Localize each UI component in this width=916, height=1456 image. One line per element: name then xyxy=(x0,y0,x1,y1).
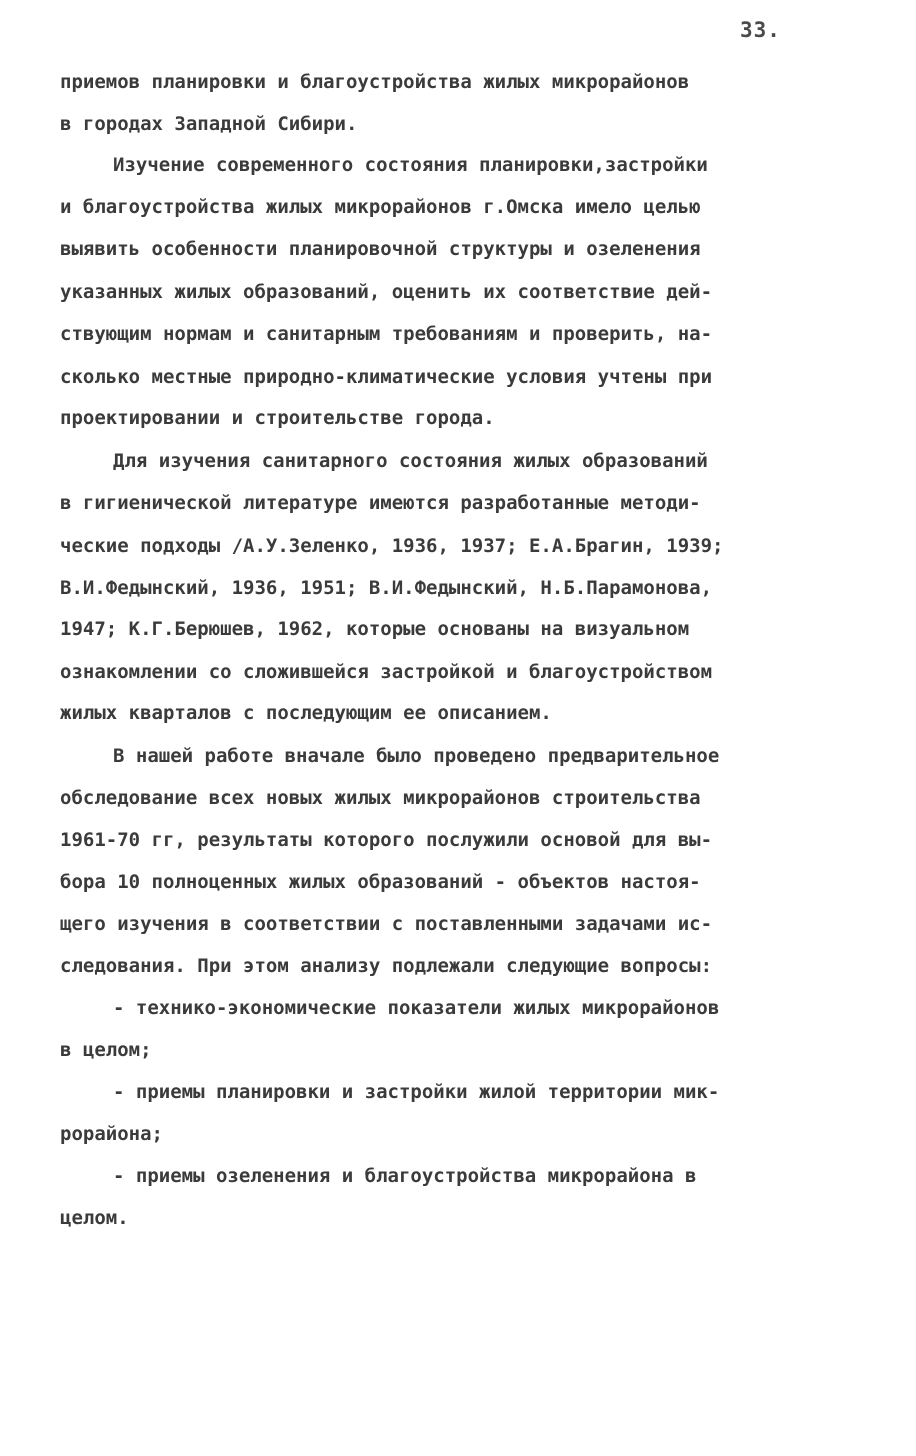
text-line: целом. xyxy=(60,1207,129,1229)
text-line: - приемы планировки и застройки жилой территории мик- xyxy=(113,1081,720,1103)
text-line: В нашей работе вначале было проведено предварительное xyxy=(113,745,720,767)
page-number: 33. xyxy=(740,18,781,42)
text-line: бора 10 полноценных жилых образований - объектов настоя- xyxy=(60,871,701,893)
text-line: в гигиенической литературе имеются разработанные методи- xyxy=(60,492,701,514)
text-line: рорайона; xyxy=(60,1123,163,1145)
text-line: Для изучения санитарного состояния жилых образований xyxy=(113,450,708,472)
text-line: указанных жилых образований, оценить их соответствие дей- xyxy=(60,281,713,303)
text-line: щего изучения в соответствии с поставленными задачами ис- xyxy=(60,913,713,935)
text-line: выявить особенности планировочной структуры и озеленения xyxy=(60,238,701,260)
text-line: ознакомлении со сложившейся застройкой и благоустройством xyxy=(60,661,713,683)
text-line: в городах Западной Сибири. xyxy=(60,113,358,135)
text-line: В.И.Федынский, 1936, 1951; В.И.Федынский, Н.Б.Парамонова, xyxy=(60,577,713,599)
text-line: - приемы озеленения и благоустройства микрорайона в xyxy=(113,1165,697,1187)
text-line: сколько местные природно-климатические условия учтены при xyxy=(60,366,713,388)
text-line: приемов планировки и благоустройства жилых микрорайонов xyxy=(60,71,690,93)
text-line: следования. При этом анализу подлежали следующие вопросы: xyxy=(60,955,713,977)
text-line: ческие подходы /А.У.Зеленко, 1936, 1937; Е.А.Брагин, 1939; xyxy=(60,535,724,557)
text-line: - технико-экономические показатели жилых микрорайонов xyxy=(113,997,720,1019)
text-line: в целом; xyxy=(60,1039,152,1061)
text-line: жилых кварталов с последующим ее описанием. xyxy=(60,702,552,724)
text-line: и благоустройства жилых микрорайонов г.Омска имело целью xyxy=(60,196,701,218)
text-line: обследование всех новых жилых микрорайонов строительства xyxy=(60,787,701,809)
text-line: 1947; К.Г.Берюшев, 1962, которые основаны на визуальном xyxy=(60,618,690,640)
text-line: 1961-70 гг, результаты которого послужили основой для вы- xyxy=(60,829,713,851)
text-line: проектировании и строительстве города. xyxy=(60,407,495,429)
text-line: Изучение современного состояния планировки,застройки xyxy=(113,154,708,176)
text-line: ствующим нормам и санитарным требованиям и проверить, на- xyxy=(60,323,713,345)
